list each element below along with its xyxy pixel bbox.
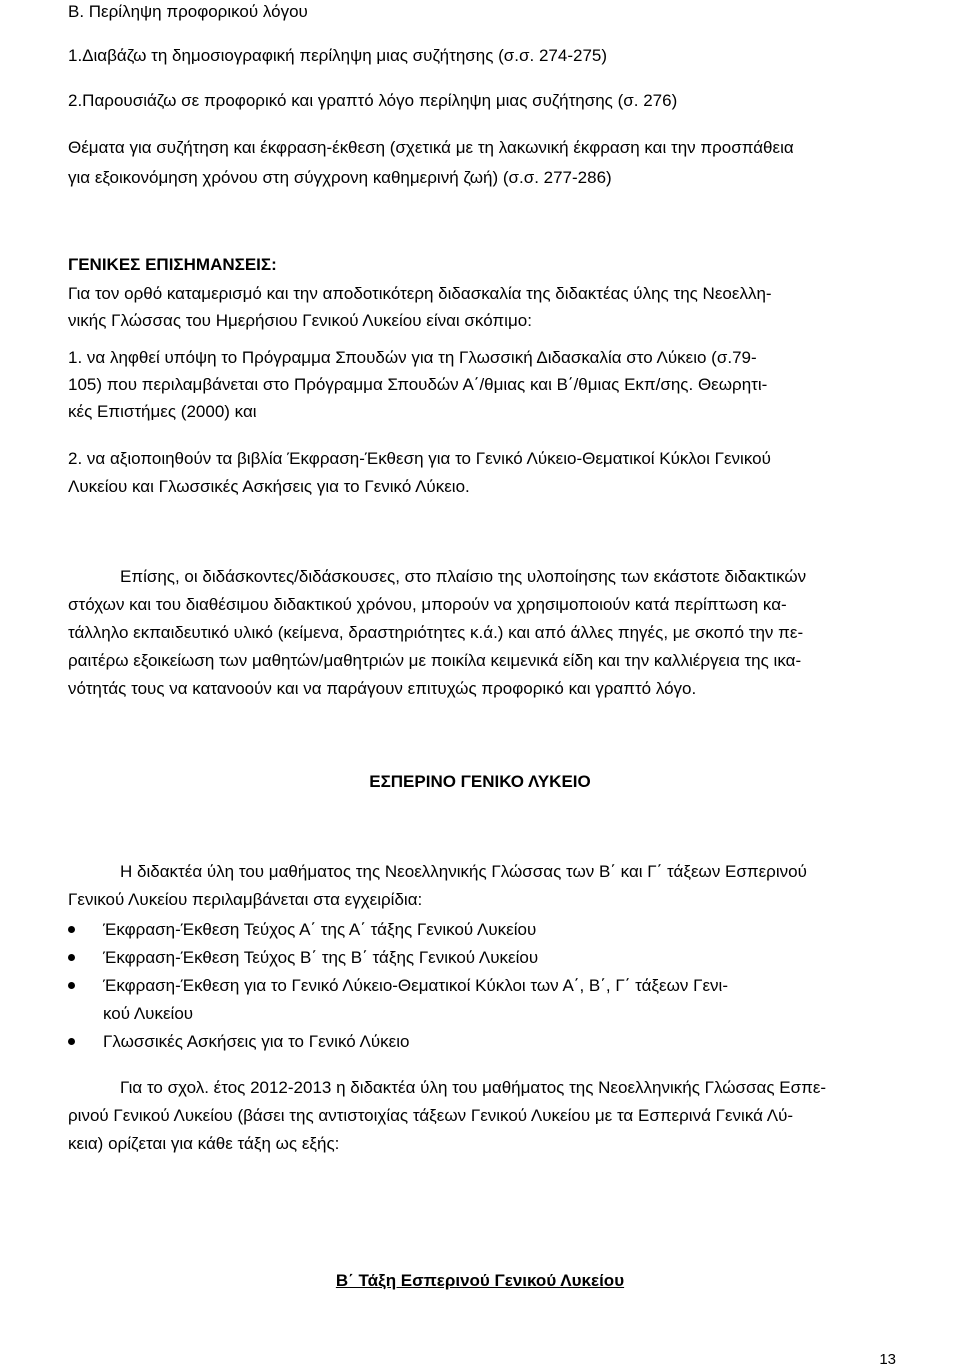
bullet-icon	[68, 926, 75, 933]
syllabus-bullet-3-continued: κού Λυκείου	[103, 1004, 194, 1023]
general-notes-intro-1: Για τον ορθό καταμερισμό και την αποδοτικότερη διδασκαλία της διδακτέας ύλης της Νεοελλη-	[68, 284, 772, 303]
syllabus-bullet-4: Γλωσσικές Ασκήσεις για το Γενικό Λύκειο	[103, 1032, 410, 1051]
evening-lyceum-heading: ΕΣΠΕΡΙΝΟ ΓΕΝΙΚΟ ΛΥΚΕΙΟ	[369, 772, 591, 791]
general-notes-point-2-line-1: 2. να αξιοποιηθούν τα βιβλία Έκφραση-Έκθεση για το Γενικό Λύκειο-Θεματικοί Κύκλοι Γενικού	[68, 449, 771, 468]
school-year-line-2: ρινού Γενικού Λυκείου (βάσει της αντιστοιχίας τάξεων Γενικού Λυκείου με τα Εσπερινά Γενικά Λύ-	[68, 1106, 794, 1125]
grade-b-heading	[0, 1269, 960, 1293]
section-b-item-2: 2.Παρουσιάζω σε προφορικό και γραπτό λόγο περίληψη μιας συζήτησης (σ. 276)	[68, 91, 678, 110]
syllabus-line-1: Η διδακτέα ύλη του μαθήματος της Νεοελληνικής Γλώσσας των Β΄ και Γ΄ τάξεων Εσπερινού	[120, 862, 807, 881]
general-notes-point-1-line-3: κές Επιστήμες (2000) και	[68, 402, 257, 421]
section-b-heading: Β. Περίληψη προφορικού λόγου	[68, 2, 308, 21]
topics-line-1: Θέματα για συζήτηση και έκφραση-έκθεση (σχετικά με τη λακωνική έκφραση και την προσπάθεια	[68, 138, 794, 157]
also-paragraph-line-1: Επίσης, οι διδάσκοντες/διδάσκουσες, στο πλαίσιο της υλοποίησης των εκάστοτε διδακτικών	[120, 567, 807, 586]
general-notes-intro-2: νικής Γλώσσας του Ημερήσιου Γενικού Λυκείου είναι σκόπιμο:	[68, 311, 532, 330]
bullet-icon	[68, 1038, 75, 1045]
also-paragraph-line-2: στόχων και του διαθέσιμου διδακτικού χρόνου, μπορούν να χρησιμοποιούν κατά περίπτωση κα-	[68, 595, 787, 614]
topics-line-2: για εξοικονόμηση χρόνου στη σύγχρονη καθημερινή ζωή) (σ.σ. 277-286)	[68, 168, 612, 187]
bullet-icon	[68, 982, 75, 989]
general-notes-heading: ΓΕΝΙΚΕΣ ΕΠΙΣΗΜΑΝΣΕΙΣ:	[68, 255, 277, 274]
section-b-item-1: 1.Διαβάζω τη δημοσιογραφική περίληψη μιας συζήτησης (σ.σ. 274-275)	[68, 46, 608, 65]
syllabus-bullet-1: Έκφραση-Έκθεση Τεύχος Α΄ της Α΄ τάξης Γενικού Λυκείου	[103, 920, 537, 939]
general-notes-point-1-line-1: 1. να ληφθεί υπόψη το Πρόγραμμα Σπουδών για τη Γλωσσική Διδασκαλία στο Λύκειο (σ.79-	[68, 348, 757, 367]
syllabus-bullet-3: Έκφραση-Έκθεση για το Γενικό Λύκειο-Θεματικοί Κύκλοι των Α΄, Β΄, Γ΄ τάξεων Γενι-	[103, 976, 728, 995]
syllabus-bullet-2: Έκφραση-Έκθεση Τεύχος Β΄ της Β΄ τάξης Γενικού Λυκείου	[103, 948, 539, 967]
also-paragraph-line-5: νότητάς τους να κατανοούν και να παράγουν επιτυχώς προφορικό και γραπτό λόγο.	[68, 679, 697, 698]
page-number: 13	[879, 1351, 896, 1368]
also-paragraph-line-3: τάλληλο εκπαιδευτικό υλικό (κείμενα, δραστηριότητες κ.ά.) και από άλλες πηγές, με σκοπό την πε-	[68, 623, 804, 642]
syllabus-line-2: Γενικού Λυκείου περιλαμβάνεται στα εγχειρίδια:	[68, 890, 423, 909]
school-year-line-3: κεια) ορίζεται για κάθε τάξη ως εξής:	[68, 1134, 340, 1153]
also-paragraph-line-4: ραιτέρω εξοικείωση των μαθητών/μαθητριών με ποικίλα κειμενικά είδη και την καλλιέργεια της ικα-	[68, 651, 802, 670]
grade-b-heading-text: Β΄ Τάξη Εσπερινού Γενικού Λυκείου	[335, 1271, 625, 1290]
general-notes-point-1-line-2: 105) που περιλαμβάνεται στο Πρόγραμμα Σπουδών Α΄/θμιας και Β΄/θμιας Εκπ/σης. Θεωρητι-	[68, 375, 768, 394]
general-notes-point-2-line-2: Λυκείου και Γλωσσικές Ασκήσεις για το Γενικό Λύκειο.	[68, 477, 470, 496]
bullet-icon	[68, 954, 75, 961]
school-year-line-1: Για το σχολ. έτος 2012-2013 η διδακτέα ύλη του μαθήματος της Νεοελληνικής Γλώσσας Εσπε-	[120, 1078, 827, 1097]
